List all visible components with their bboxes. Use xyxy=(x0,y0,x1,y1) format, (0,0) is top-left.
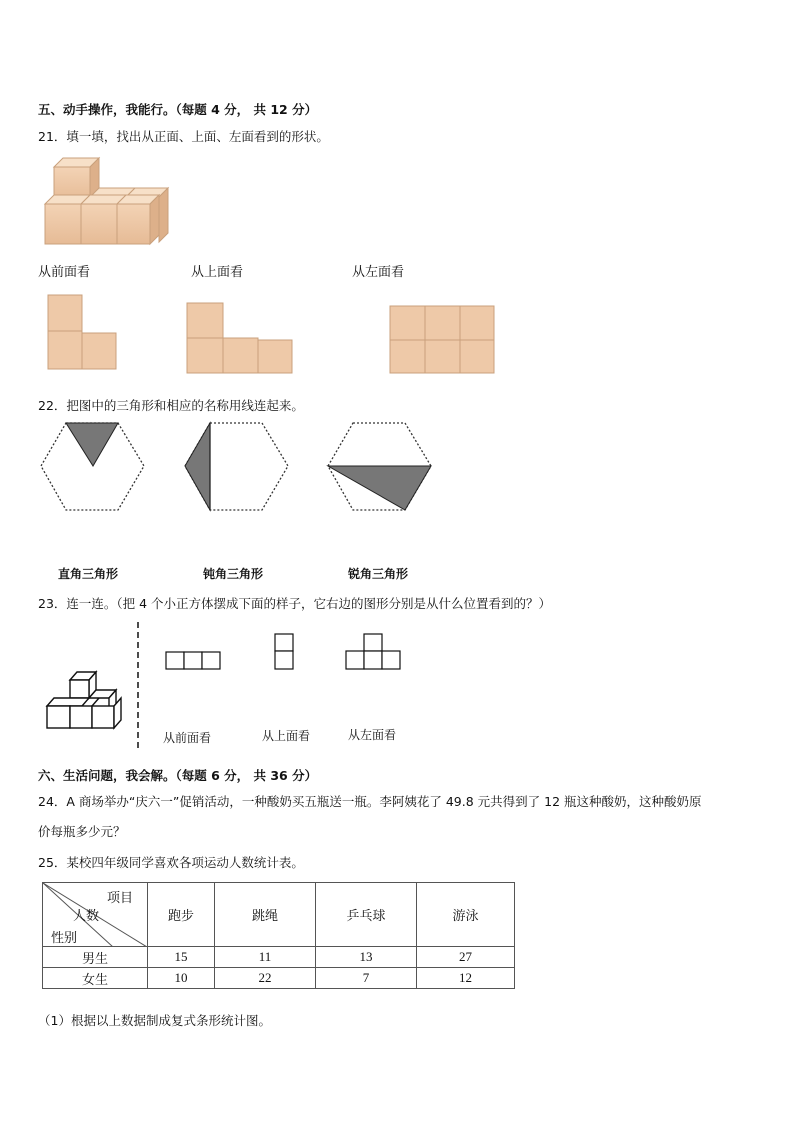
table-row xyxy=(43,947,515,968)
table-cell: 10 xyxy=(148,968,215,989)
q23-label-top: 从上面看 xyxy=(262,729,311,743)
question-25-part-1: （1）根据以上数据制成复式条形统计图。 xyxy=(38,1013,271,1028)
table-header-cell: 乒乓球 xyxy=(316,883,417,947)
corner-mid-label: 人数 xyxy=(73,908,100,923)
q22-hexagon-obtuse-triangle xyxy=(182,418,292,518)
q23-view-three-row xyxy=(164,650,224,672)
table-header-cell: 跳绳 xyxy=(215,883,316,947)
q22-hexagon-acute-triangle xyxy=(325,418,435,518)
table-cell: 13 xyxy=(316,947,417,968)
q21-cube-figure xyxy=(40,155,175,250)
q23-label-front: 从前面看 xyxy=(163,731,212,745)
q21-label-top: 从上面看 xyxy=(191,265,244,280)
question-24-line2: 价每瓶多少元？ xyxy=(38,824,126,839)
q21-left-view xyxy=(388,304,498,376)
q22-hexagon-right-triangle xyxy=(38,418,148,518)
row-label: 男生 xyxy=(43,947,148,968)
corner-bottom-label: 性别 xyxy=(51,930,78,945)
corner-top-label: 项目 xyxy=(107,890,134,905)
table-corner-cell xyxy=(43,883,148,947)
section-6-title: 六、生活问题，我会解。（每题 6 分， 共 36 分） xyxy=(38,768,318,783)
q23-view-two-column xyxy=(272,632,297,672)
q22-name-right: 直角三角形 xyxy=(58,567,119,581)
row-label: 女生 xyxy=(43,968,148,989)
table-cell: 7 xyxy=(316,968,417,989)
question-22: 22．把图中的三角形和相应的名称用线连起来。 xyxy=(38,398,304,413)
q21-label-left: 从左面看 xyxy=(352,265,405,280)
q21-label-front: 从前面看 xyxy=(38,265,91,280)
table-header-cell: 跑步 xyxy=(148,883,215,947)
table-cell: 22 xyxy=(215,968,316,989)
table-header-cell: 游泳 xyxy=(417,883,515,947)
sports-statistics-table xyxy=(42,882,515,989)
q22-name-obtuse: 钝角三角形 xyxy=(203,567,264,581)
q23-view-t-shape xyxy=(344,632,404,672)
question-23: 23．连一连。（把 4 个小正方体摆成下面的样子，它右边的图形分别是从什么位置看到的？） xyxy=(38,596,552,611)
question-21: 21．填一填，找出从正面、上面、左面看到的形状。 xyxy=(38,129,329,144)
q21-top-view xyxy=(185,301,295,376)
section-5-title: 五、动手操作，我能行。（每题 4 分， 共 12 分） xyxy=(38,102,318,117)
question-24-line1: 24．A 商场举办“庆六一”促销活动，一种酸奶买五瓶送一瓶。李阿姨花了 49.8 元共得到了 12 瓶这种酸奶，这种酸奶原 xyxy=(38,794,702,809)
q22-name-acute: 锐角三角形 xyxy=(348,567,409,581)
table-cell: 27 xyxy=(417,947,515,968)
q23-label-left: 从左面看 xyxy=(348,728,397,742)
table-cell: 12 xyxy=(417,968,515,989)
table-cell: 11 xyxy=(215,947,316,968)
table-cell: 15 xyxy=(148,947,215,968)
q23-cube-figure xyxy=(42,620,152,750)
table-row xyxy=(43,968,515,989)
question-25: 25．某校四年级同学喜欢各项运动人数统计表。 xyxy=(38,855,304,870)
q21-front-view xyxy=(45,293,120,373)
